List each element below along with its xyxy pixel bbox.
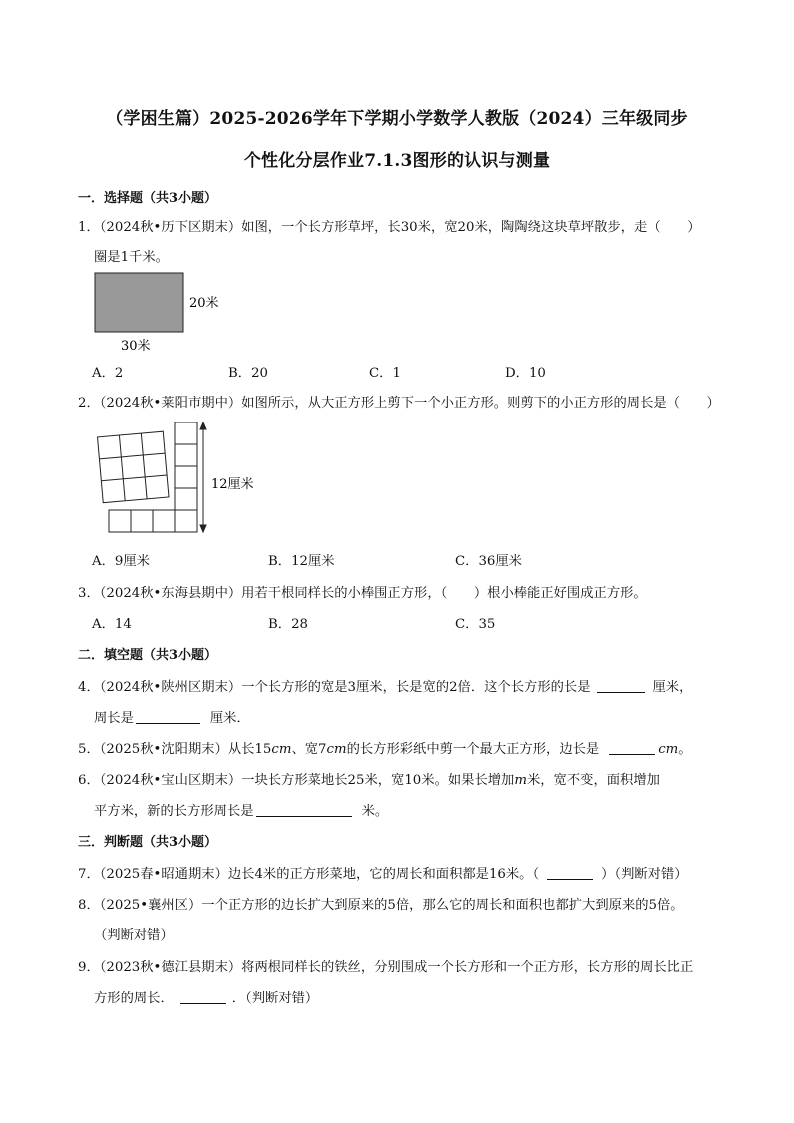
question-5-text-c: 的长方形彩纸中剪一个最大正方形，边长是 xyxy=(346,742,600,757)
question-7-text-a: 7．（2025春•昭通期末）边长4米的正方形菜地，它的周长和面积都是16米。（ xyxy=(78,867,540,882)
question-6-text xyxy=(78,769,660,788)
question-9-text: 9．（2023秋•德江县期末）将两根同样长的铁丝，分别围成一个长方形和一个正方形，长方形的周长比正 xyxy=(78,960,694,975)
question-4-text-b: 厘米， xyxy=(652,680,693,695)
question-9-text-a: 方形的周长． xyxy=(94,991,174,1006)
question-4-text-cont xyxy=(94,707,250,726)
question-2-option-a[interactable]: A．9厘米 xyxy=(92,554,150,569)
section-judge-heading: 三．判断题（共3小题） xyxy=(78,835,218,850)
question-5-text-d: 。 xyxy=(678,742,692,757)
question-5-blank-side[interactable] xyxy=(609,742,655,755)
question-6-text-c: 平方米，新的长方形周长是 xyxy=(94,804,254,819)
question-6-text-a: 6．（2024秋•宝山区期末）一块长方形菜地长25米，宽10米。如果长增加 xyxy=(78,773,515,788)
question-4-text-c: 周长是 xyxy=(94,711,134,726)
worksheet-title-line1: （学困生篇）2025-2026学年下学期小学数学人教版（2024）三年级同步 xyxy=(106,109,688,129)
question-6-text-d: 米。 xyxy=(361,804,389,819)
question-5-text-b: 、宽7 xyxy=(291,742,327,757)
cut-strip-squares xyxy=(109,422,197,532)
lawn-rectangle xyxy=(95,273,183,332)
question-3-option-b[interactable]: B．28 xyxy=(268,617,308,632)
section-fill-heading: 二．填空题（共3小题） xyxy=(78,648,218,663)
question-1-text-cont: 圈是1千米。 xyxy=(94,250,169,265)
question-1-figure xyxy=(90,270,230,356)
question-6-text-cont xyxy=(94,800,388,819)
question-4-text-d: 厘米． xyxy=(209,711,250,726)
question-5-unit-3: cm xyxy=(658,742,679,757)
question-1-text: 1．（2024秋•历下区期末）如图，一个长方形草坪，长30米，宽20米，陶陶绕这块草坪散步，走（ ） xyxy=(78,220,701,235)
question-6-variable-m: m xyxy=(514,773,527,788)
question-7-blank[interactable] xyxy=(547,867,593,880)
question-4-blank-length[interactable] xyxy=(597,680,645,693)
question-2-option-c[interactable]: C．36厘米 xyxy=(455,554,522,569)
question-5-unit-1: cm xyxy=(271,742,292,757)
question-4-text xyxy=(78,676,692,695)
question-1-option-b[interactable]: B．20 xyxy=(228,366,268,381)
question-7-text xyxy=(78,863,688,882)
question-2-figure xyxy=(90,422,270,536)
height-label: 12厘米 xyxy=(211,477,254,492)
question-1-option-d[interactable]: D．10 xyxy=(505,366,546,381)
section-choice-heading: 一．选择题（共3小题） xyxy=(78,191,218,206)
question-9-text-b: ．（判断对错） xyxy=(231,991,319,1006)
question-1-option-a[interactable]: A．2 xyxy=(92,366,124,381)
tilted-big-square xyxy=(98,431,170,503)
question-4-blank-perimeter[interactable] xyxy=(136,711,200,724)
question-3-text: 3．（2024秋•东海县期中）用若干根同样长的小棒围正方形，（ ）根小棒能正好围成正方形。 xyxy=(78,586,647,601)
lawn-length-label: 30米 xyxy=(121,339,151,354)
question-3-option-c[interactable]: C．35 xyxy=(455,617,496,632)
height-arrow xyxy=(200,422,206,532)
question-6-blank-perimeter[interactable] xyxy=(256,804,352,817)
question-2-text: 2．（2024秋•莱阳市期中）如图所示，从大正方形上剪下一个小正方形。则剪下的小正方形的周长是（ ） xyxy=(78,396,720,411)
worksheet-title-line2: 个性化分层作业7.1.3图形的认识与测量 xyxy=(243,151,551,171)
lawn-width-label: 20米 xyxy=(189,296,219,311)
question-1-option-c[interactable]: C．1 xyxy=(369,366,401,381)
question-8-text: 8．（2025•襄州区）一个正方形的边长扩大到原来的5倍，那么它的周长和面积也都扩大到原来的5倍。 xyxy=(78,898,684,913)
question-3-option-a[interactable]: A．14 xyxy=(92,617,132,632)
question-8-text-cont: （判断对错） xyxy=(94,928,174,943)
question-4-text-a: 4．（2024秋•陕州区期末）一个长方形的宽是3厘米，长是宽的2倍．这个长方形的长是 xyxy=(78,680,591,695)
question-6-text-b: 米，宽不变，面积增加 xyxy=(526,773,660,788)
question-9-text-cont xyxy=(94,987,318,1006)
question-5-unit-2: cm xyxy=(326,742,347,757)
question-9-blank[interactable] xyxy=(180,991,226,1004)
question-7-text-b: ）（判断对错） xyxy=(601,867,688,882)
question-2-option-b[interactable]: B．12厘米 xyxy=(268,554,335,569)
question-5-text-a: 5．（2025秋•沈阳期末）从长15 xyxy=(78,742,272,757)
question-5-text xyxy=(78,738,692,757)
